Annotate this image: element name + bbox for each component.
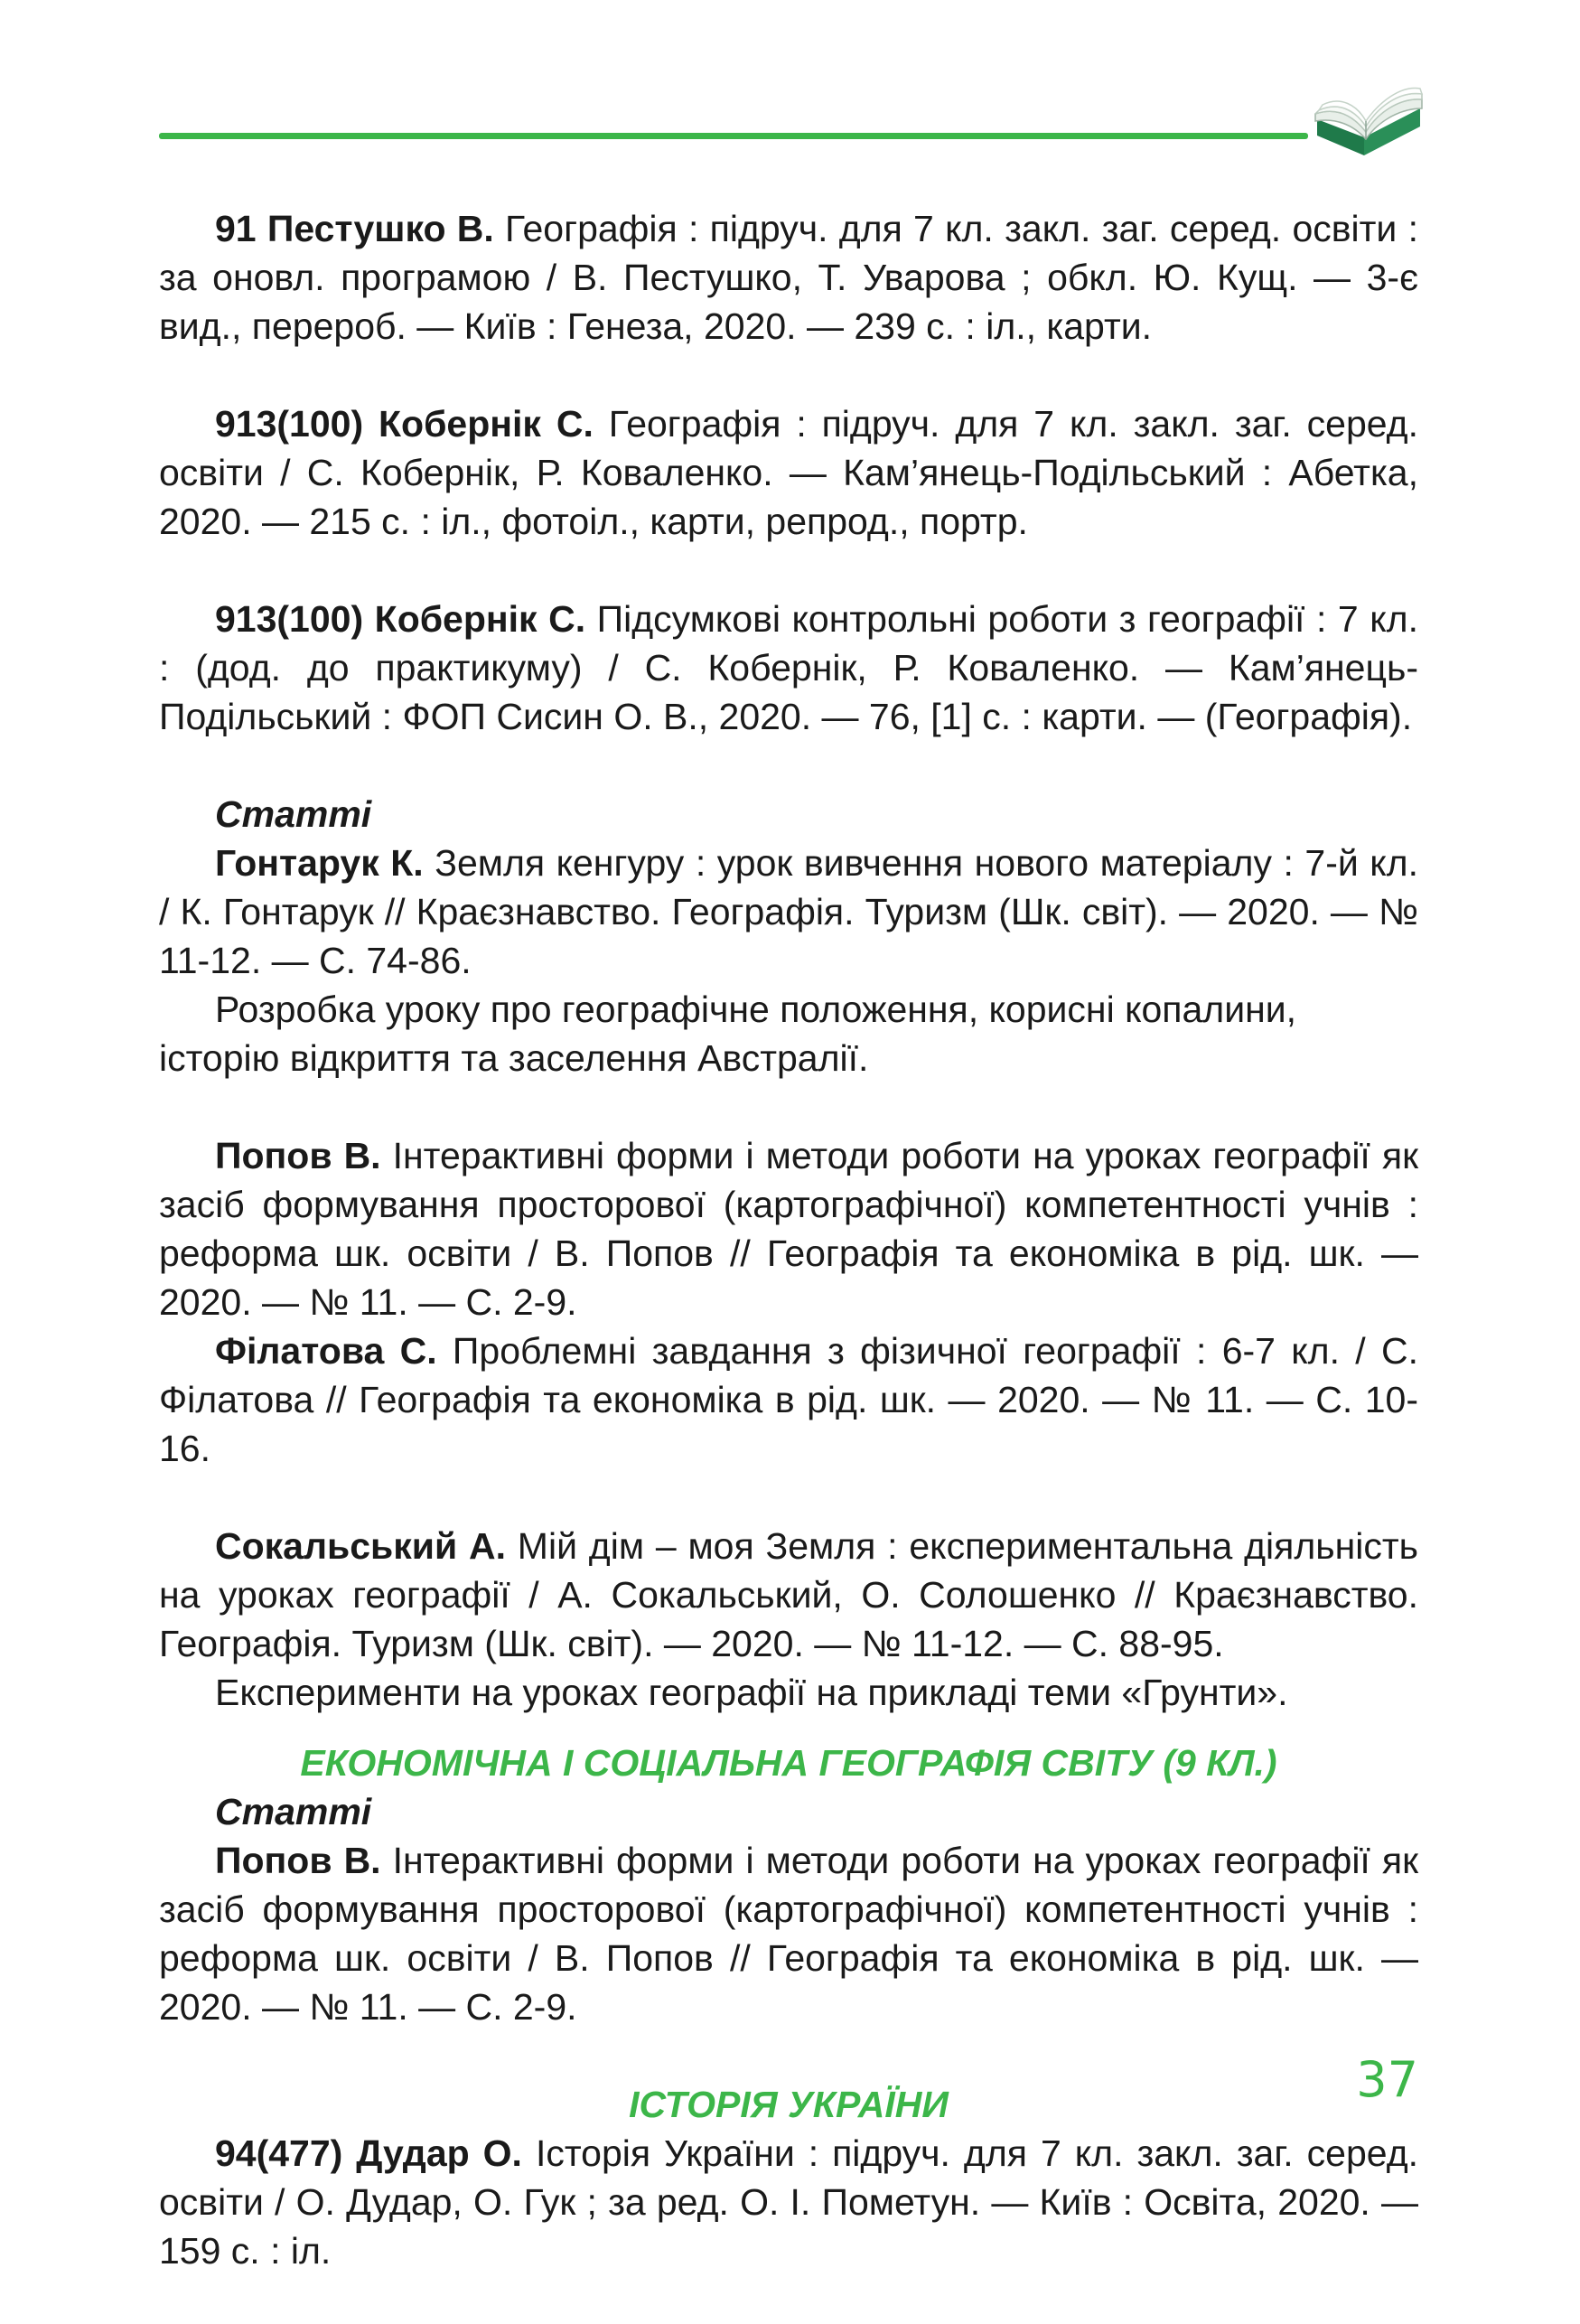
entry-body: Мій дім – моя Земля : експериментальна діяльність на уроках географії / А. Сокальський, О. Солошенко // Краєзнавство. Географія. Туризм (Шк. світ). — 2020. — № 11-12. — С. 88-95.: [159, 1525, 1418, 1664]
page-number: 37: [1356, 2051, 1418, 2108]
entry-body: Підсумкові контрольні роботи з географії : 7 кл. : (дод. до практикуму) / С. Кобернік, Р. Коваленко. — Кам’янець-Подільський : ФОП Сисин О. В., 2020. — 76, [1] с. : карти. — (Географія).: [159, 598, 1418, 737]
entry-heading: Попов В.: [215, 1840, 381, 1881]
entry-heading: Попов В.: [215, 1135, 381, 1176]
bibliography-entry: [159, 204, 1418, 351]
entry-body: Історія України : підруч. для 7 кл. закл. заг. серед. освіти / О. Дудар, О. Гук ; за ред. О. І. Пометун. — Київ : Освіта, 2020. — 159 с. : іл.: [159, 2132, 1419, 2272]
page-content: [159, 204, 1418, 2324]
article-entry: [159, 839, 1418, 985]
entry-heading: 91 Пестушко В.: [215, 208, 494, 249]
entry-heading: Філатова С.: [215, 1330, 437, 1372]
article-entry: [159, 1326, 1418, 1473]
entry-body: Географія : підруч. для 7 кл. закл. заг. серед. освіти / С. Кобернік, Р. Коваленко. — Кам’янець-Подільський : Абетка, 2020. — 215 с. : іл., фотоіл., карти, репрод., портр.: [159, 403, 1418, 542]
article-entry: [159, 1522, 1418, 1668]
articles-label: Статті: [215, 1791, 372, 1832]
entry-heading: Сокальський А.: [215, 1525, 506, 1567]
entry-body: Інтерактивні форми і методи роботи на уроках географії як засіб формування просторової (картографічної) компетентності учнів : реформа шк. освіти / В. Попов // Географія та економіка в рід. шк. — 2020. — № 11. — С. 2-9.: [159, 1840, 1418, 2028]
entry-body: Земля кенгуру : урок вивчення нового матеріалу : 7-й кл. / К. Гонтарук // Краєзнавство. Географія. Туризм (Шк. світ). — 2020. — № 11-12. — С. 74-86.: [159, 842, 1418, 981]
bibliography-entry: [159, 2129, 1418, 2275]
section-title-economic-geography: ЕКОНОМІЧНА І СОЦІАЛЬНА ГЕОГРАФІЯ СВІТУ (9 КЛ.): [300, 1742, 1277, 1784]
entry-heading: 94(477) Дудар О.: [215, 2132, 522, 2174]
header-rule: [159, 133, 1308, 139]
annotation: Експерименти на уроках географії на прикладі теми «Грунти».: [215, 1672, 1288, 1713]
article-entry: [159, 1131, 1418, 1326]
bibliography-entry: [159, 595, 1418, 741]
section-title-history-ukraine: ІСТОРІЯ УКРАЇНИ: [629, 2084, 949, 2125]
entry-heading: Гонтарук К.: [215, 842, 424, 884]
annotation: Розробка уроку про географічне положення, корисні копалини, історію відкриття та заселення Австралії.: [159, 989, 1297, 1079]
article-entry: [159, 1836, 1418, 2031]
entry-heading: 913(100) Кобернік С.: [215, 403, 594, 445]
open-book-icon: [1310, 72, 1427, 163]
entry-body: Географія : підруч. для 7 кл. закл. заг. серед. освіти : за оновл. програмою / В. Пестушко, Т. Уварова ; обкл. Ю. Кущ. — 3-є вид., перероб. — Київ : Генеза, 2020. — 239 с. : іл., карти.: [159, 208, 1418, 347]
entry-heading: 913(100) Кобернік С.: [215, 598, 586, 640]
bibliography-entry: [159, 399, 1418, 546]
entry-body: Проблемні завдання з фізичної географії : 6-7 кл. / С. Філатова // Географія та економіка в рід. шк. — 2020. — № 11. — С. 10-16.: [159, 1330, 1418, 1469]
articles-label: Статті: [215, 793, 372, 835]
entry-body: Інтерактивні форми і методи роботи на уроках географії як засіб формування просторової (картографічної) компетентності учнів : реформа шк. освіти / В. Попов // Географія та економіка в рід. шк. — 2020. — № 11. — С. 2-9.: [159, 1135, 1418, 1323]
